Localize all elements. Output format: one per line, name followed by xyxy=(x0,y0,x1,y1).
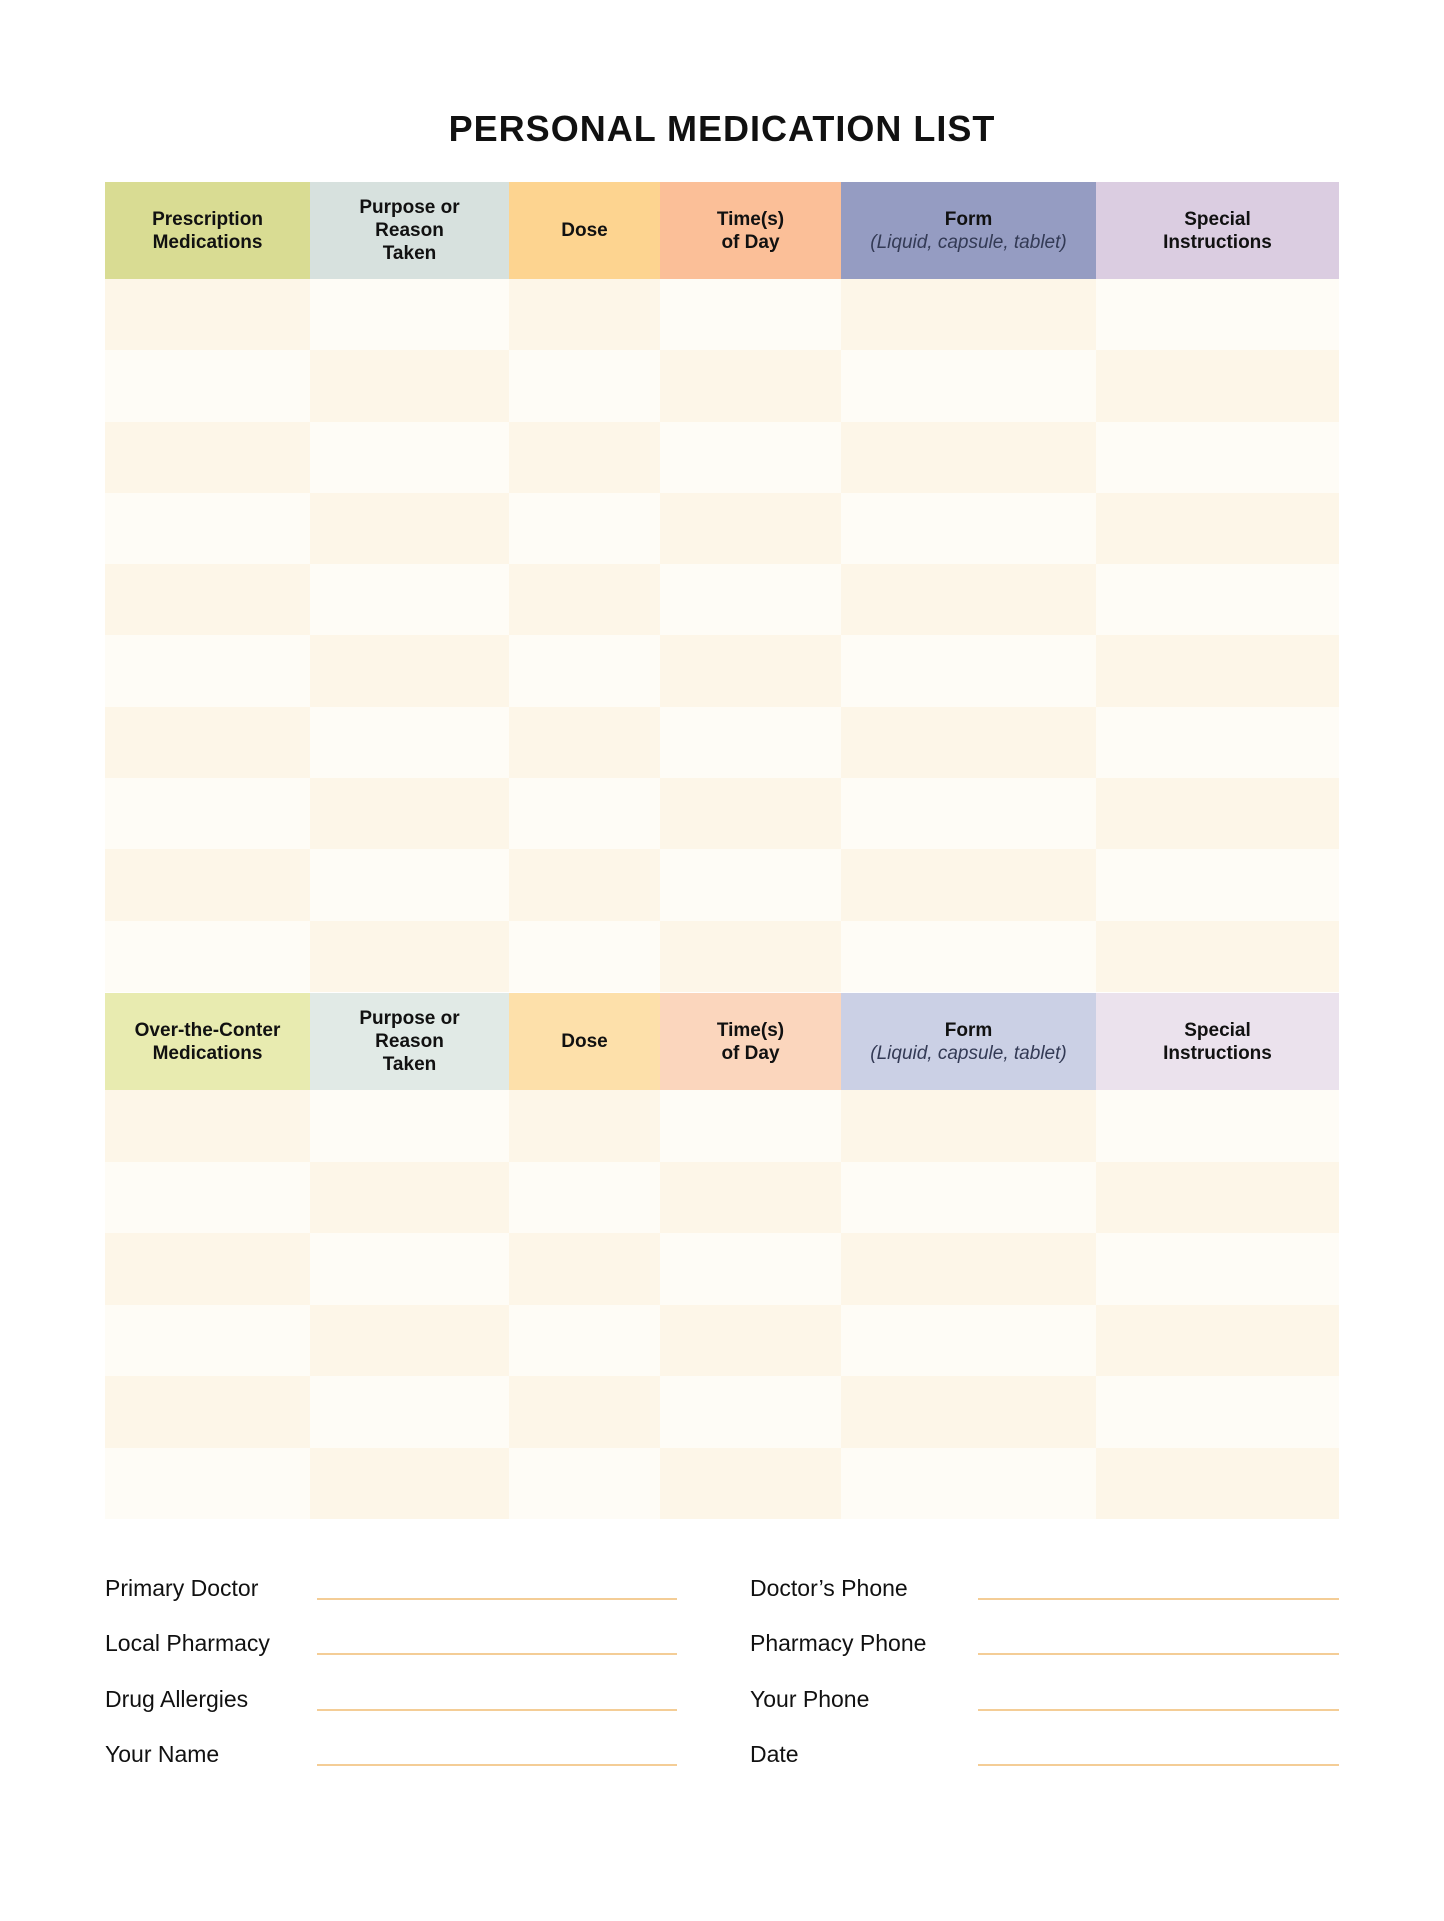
cell-dose[interactable] xyxy=(509,1305,660,1377)
cell-form[interactable] xyxy=(841,1376,1096,1448)
header-purpose: Purpose or Reason Taken xyxy=(310,182,509,279)
table-row xyxy=(105,1448,1339,1520)
cell-times[interactable] xyxy=(660,635,841,706)
cell-purpose[interactable] xyxy=(310,1448,509,1520)
table-row xyxy=(105,1090,1339,1162)
cell-form[interactable] xyxy=(841,1090,1096,1162)
cell-form[interactable] xyxy=(841,1162,1096,1234)
header-prescription-medications: Prescription Medications xyxy=(105,182,310,279)
cell-purpose[interactable] xyxy=(310,1376,509,1448)
contact-info-section xyxy=(105,1575,1339,1775)
cell-medication[interactable] xyxy=(105,493,310,564)
cell-times[interactable] xyxy=(660,707,841,778)
cell-instructions[interactable] xyxy=(1096,1376,1339,1448)
cell-purpose[interactable] xyxy=(310,1162,509,1234)
cell-instructions[interactable] xyxy=(1096,707,1339,778)
cell-dose[interactable] xyxy=(509,422,660,493)
table-row xyxy=(105,279,1339,350)
cell-instructions[interactable] xyxy=(1096,1162,1339,1234)
cell-times[interactable] xyxy=(660,1305,841,1377)
cell-purpose[interactable] xyxy=(310,707,509,778)
cell-medication[interactable] xyxy=(105,1090,310,1162)
cell-form[interactable] xyxy=(841,1305,1096,1377)
cell-instructions[interactable] xyxy=(1096,493,1339,564)
your-phone-label: Your Phone xyxy=(750,1686,870,1712)
date-label: Date xyxy=(750,1741,799,1767)
cell-times[interactable] xyxy=(660,422,841,493)
page-title: PERSONAL MEDICATION LIST xyxy=(448,108,996,149)
table-row xyxy=(105,350,1339,421)
your-name-label: Your Name xyxy=(105,1741,220,1767)
table-row xyxy=(105,849,1339,920)
cell-instructions[interactable] xyxy=(1096,422,1339,493)
cell-dose[interactable] xyxy=(509,707,660,778)
cell-times[interactable] xyxy=(660,849,841,920)
your-phone-line[interactable] xyxy=(978,1709,1339,1711)
table-row xyxy=(105,422,1339,493)
header-dose: Dose xyxy=(509,993,660,1090)
your-name-line[interactable] xyxy=(317,1764,677,1766)
cell-form[interactable] xyxy=(841,493,1096,564)
cell-instructions[interactable] xyxy=(1096,1233,1339,1305)
table-row xyxy=(105,1376,1339,1448)
cell-dose[interactable] xyxy=(509,921,660,992)
cell-medication[interactable] xyxy=(105,422,310,493)
cell-purpose[interactable] xyxy=(310,921,509,992)
doctor-phone-label: Doctor’s Phone xyxy=(750,1575,908,1601)
cell-dose[interactable] xyxy=(509,1376,660,1448)
cell-purpose[interactable] xyxy=(310,422,509,493)
table-header-row xyxy=(105,993,1339,1090)
table-row xyxy=(105,921,1339,992)
header-dose: Dose xyxy=(509,182,660,279)
cell-dose[interactable] xyxy=(509,279,660,350)
cell-medication[interactable] xyxy=(105,1305,310,1377)
cell-instructions[interactable] xyxy=(1096,635,1339,706)
cell-form[interactable] xyxy=(841,707,1096,778)
table-row xyxy=(105,1233,1339,1305)
cell-times[interactable] xyxy=(660,350,841,421)
cell-dose[interactable] xyxy=(509,1090,660,1162)
cell-medication[interactable] xyxy=(105,564,310,635)
cell-medication[interactable] xyxy=(105,279,310,350)
cell-form[interactable] xyxy=(841,279,1096,350)
cell-form[interactable] xyxy=(841,1233,1096,1305)
prescription-medications-table xyxy=(105,182,1339,992)
cell-instructions[interactable] xyxy=(1096,564,1339,635)
cell-instructions[interactable] xyxy=(1096,1448,1339,1520)
cell-medication[interactable] xyxy=(105,1448,310,1520)
table-row xyxy=(105,1305,1339,1377)
cell-medication[interactable] xyxy=(105,635,310,706)
drug-allergies-line[interactable] xyxy=(317,1709,677,1711)
cell-dose[interactable] xyxy=(509,1448,660,1520)
header-otc-medications: Over-the-Conter Medications xyxy=(105,993,310,1090)
cell-times[interactable] xyxy=(660,1162,841,1234)
cell-times[interactable] xyxy=(660,279,841,350)
cell-dose[interactable] xyxy=(509,1162,660,1234)
cell-medication[interactable] xyxy=(105,1233,310,1305)
table-row xyxy=(105,635,1339,706)
cell-purpose[interactable] xyxy=(310,1090,509,1162)
table-header-row xyxy=(105,182,1339,279)
header-times-of-day: Time(s) of Day xyxy=(660,182,841,279)
cell-instructions[interactable] xyxy=(1096,778,1339,849)
cell-instructions[interactable] xyxy=(1096,849,1339,920)
cell-instructions[interactable] xyxy=(1096,1090,1339,1162)
cell-form[interactable] xyxy=(841,635,1096,706)
cell-medication[interactable] xyxy=(105,707,310,778)
cell-instructions[interactable] xyxy=(1096,350,1339,421)
cell-medication[interactable] xyxy=(105,1162,310,1234)
cell-dose[interactable] xyxy=(509,635,660,706)
drug-allergies-label: Drug Allergies xyxy=(105,1686,249,1712)
table-row xyxy=(105,493,1339,564)
prescription-table-body xyxy=(105,279,1339,992)
cell-purpose[interactable] xyxy=(310,778,509,849)
otc-medications-table xyxy=(105,993,1339,1519)
primary-doctor-line[interactable] xyxy=(317,1598,677,1600)
cell-dose[interactable] xyxy=(509,564,660,635)
header-special-instructions: Special Instructions xyxy=(1096,993,1339,1090)
cell-instructions[interactable] xyxy=(1096,921,1339,992)
cell-purpose[interactable] xyxy=(310,279,509,350)
cell-dose[interactable] xyxy=(509,849,660,920)
cell-times[interactable] xyxy=(660,493,841,564)
cell-dose[interactable] xyxy=(509,778,660,849)
cell-purpose[interactable] xyxy=(310,1305,509,1377)
cell-form[interactable] xyxy=(841,778,1096,849)
date-line[interactable] xyxy=(978,1764,1339,1766)
local-pharmacy-line[interactable] xyxy=(317,1653,677,1655)
cell-form[interactable] xyxy=(841,921,1096,992)
table-row xyxy=(105,1162,1339,1234)
cell-purpose[interactable] xyxy=(310,350,509,421)
cell-times[interactable] xyxy=(660,1233,841,1305)
cell-purpose[interactable] xyxy=(310,564,509,635)
cell-medication[interactable] xyxy=(105,350,310,421)
header-times-of-day: Time(s) of Day xyxy=(660,993,841,1090)
cell-medication[interactable] xyxy=(105,1376,310,1448)
primary-doctor-label: Primary Doctor xyxy=(105,1575,259,1601)
table-row xyxy=(105,707,1339,778)
cell-times[interactable] xyxy=(660,778,841,849)
header-form: Form (Liquid, capsule, tablet) xyxy=(841,993,1096,1090)
cell-purpose[interactable] xyxy=(310,493,509,564)
cell-instructions[interactable] xyxy=(1096,1305,1339,1377)
cell-times[interactable] xyxy=(660,1448,841,1520)
pharmacy-phone-label: Pharmacy Phone xyxy=(750,1630,927,1656)
cell-medication[interactable] xyxy=(105,921,310,992)
cell-times[interactable] xyxy=(660,1090,841,1162)
cell-dose[interactable] xyxy=(509,350,660,421)
cell-instructions[interactable] xyxy=(1096,279,1339,350)
header-form: Form (Liquid, capsule, tablet) xyxy=(841,182,1096,279)
cell-medication[interactable] xyxy=(105,778,310,849)
cell-purpose[interactable] xyxy=(310,849,509,920)
local-pharmacy-label: Local Pharmacy xyxy=(105,1630,270,1656)
doctor-phone-line[interactable] xyxy=(978,1598,1339,1600)
cell-dose[interactable] xyxy=(509,1233,660,1305)
table-row xyxy=(105,778,1339,849)
cell-purpose[interactable] xyxy=(310,635,509,706)
cell-form[interactable] xyxy=(841,350,1096,421)
otc-table-body xyxy=(105,1090,1339,1519)
cell-dose[interactable] xyxy=(509,493,660,564)
cell-times[interactable] xyxy=(660,921,841,992)
cell-times[interactable] xyxy=(660,564,841,635)
pharmacy-phone-line[interactable] xyxy=(978,1653,1339,1655)
cell-purpose[interactable] xyxy=(310,1233,509,1305)
cell-times[interactable] xyxy=(660,1376,841,1448)
cell-form[interactable] xyxy=(841,564,1096,635)
header-purpose: Purpose or Reason Taken xyxy=(310,993,509,1090)
cell-form[interactable] xyxy=(841,422,1096,493)
header-special-instructions: Special Instructions xyxy=(1096,182,1339,279)
cell-form[interactable] xyxy=(841,1448,1096,1520)
cell-medication[interactable] xyxy=(105,849,310,920)
cell-form[interactable] xyxy=(841,849,1096,920)
table-row xyxy=(105,564,1339,635)
